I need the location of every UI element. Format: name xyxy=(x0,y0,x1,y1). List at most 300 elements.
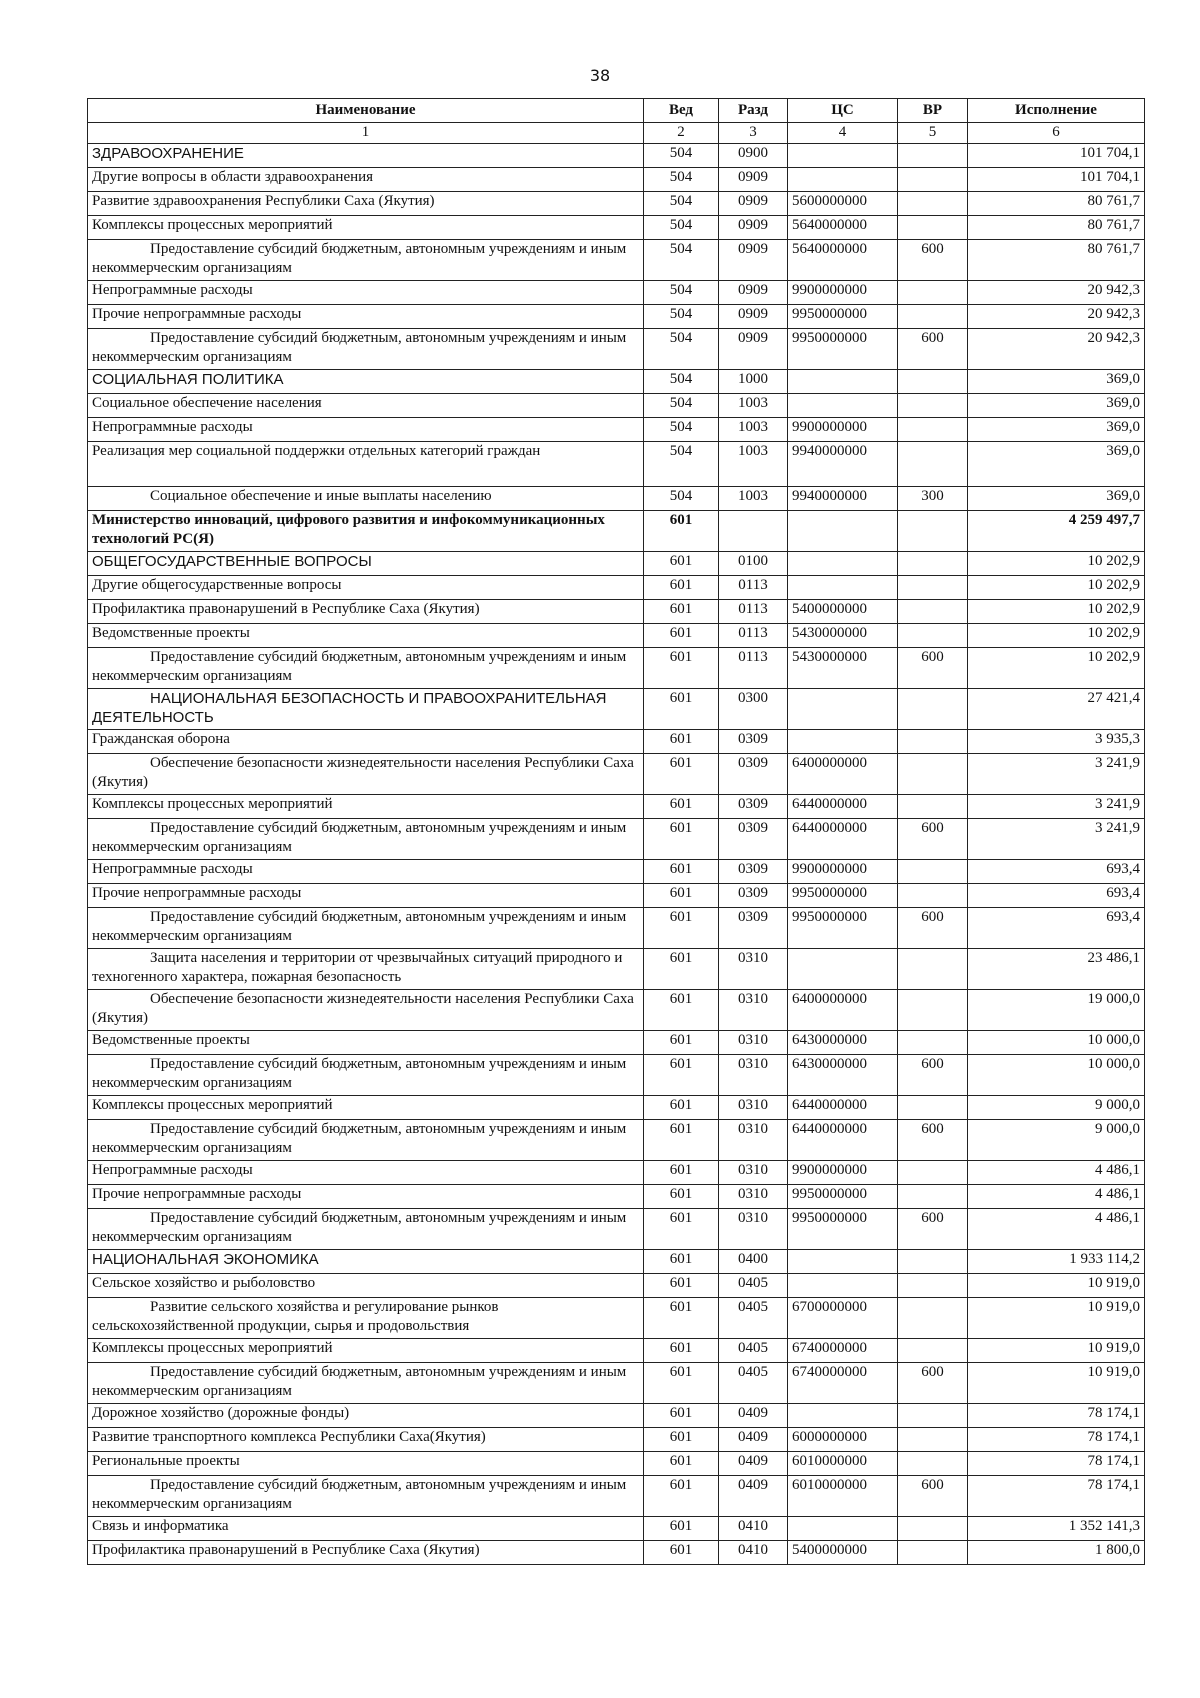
row-vr xyxy=(898,1404,968,1428)
row-razd: 0409 xyxy=(719,1428,788,1452)
row-ved: 601 xyxy=(644,990,719,1031)
table-row xyxy=(88,216,1145,240)
row-name: Предоставление субсидий бюджетным, автономным учреждениям и иным некоммерческим организациям xyxy=(88,1055,644,1096)
row-vr xyxy=(898,281,968,305)
row-vr xyxy=(898,1185,968,1209)
row-amount: 1 352 141,3 xyxy=(968,1517,1145,1541)
row-name: Прочие непрограммные расходы xyxy=(88,884,644,908)
row-ved: 601 xyxy=(644,1298,719,1339)
row-cs: 9950000000 xyxy=(788,329,898,370)
row-vr xyxy=(898,394,968,418)
row-razd: 0310 xyxy=(719,1096,788,1120)
row-ved: 601 xyxy=(644,1428,719,1452)
table-row xyxy=(88,144,1145,168)
row-cs: 5400000000 xyxy=(788,600,898,624)
row-name: Предоставление субсидий бюджетным, автономным учреждениям и иным некоммерческим организациям xyxy=(88,648,644,689)
row-ved: 504 xyxy=(644,329,719,370)
row-vr: 600 xyxy=(898,1209,968,1250)
row-ved: 601 xyxy=(644,576,719,600)
row-amount: 80 761,7 xyxy=(968,216,1145,240)
table-row xyxy=(88,884,1145,908)
row-name: Комплексы процессных мероприятий xyxy=(88,795,644,819)
column-number: 1 xyxy=(88,123,644,144)
row-cs xyxy=(788,144,898,168)
header-cs: ЦС xyxy=(788,99,898,123)
row-name: Дорожное хозяйство (дорожные фонды) xyxy=(88,1404,644,1428)
row-amount: 369,0 xyxy=(968,487,1145,511)
row-cs: 9940000000 xyxy=(788,487,898,511)
page-number: 38 xyxy=(589,66,611,85)
table-body xyxy=(88,144,1145,1565)
row-cs xyxy=(788,1250,898,1274)
row-cs: 5640000000 xyxy=(788,240,898,281)
row-vr: 600 xyxy=(898,819,968,860)
table-row xyxy=(88,1209,1145,1250)
table-row xyxy=(88,1185,1145,1209)
table-row xyxy=(88,576,1145,600)
row-razd: 0310 xyxy=(719,1209,788,1250)
table-row xyxy=(88,240,1145,281)
row-amount: 3 935,3 xyxy=(968,730,1145,754)
row-ved: 504 xyxy=(644,305,719,329)
row-name: Защита населения и территории от чрезвычайных ситуаций природного и техногенного характера, пожарная безопасность xyxy=(88,949,644,990)
table-row xyxy=(88,1250,1145,1274)
row-name: Другие общегосударственные вопросы xyxy=(88,576,644,600)
row-ved: 601 xyxy=(644,1031,719,1055)
row-ved: 601 xyxy=(644,884,719,908)
table-row xyxy=(88,1339,1145,1363)
row-amount: 20 942,3 xyxy=(968,281,1145,305)
row-ved: 601 xyxy=(644,819,719,860)
row-ved: 504 xyxy=(644,394,719,418)
table-row xyxy=(88,1452,1145,1476)
row-razd: 0409 xyxy=(719,1404,788,1428)
row-cs: 6440000000 xyxy=(788,819,898,860)
row-vr: 600 xyxy=(898,240,968,281)
row-razd: 0409 xyxy=(719,1452,788,1476)
row-razd: 0909 xyxy=(719,281,788,305)
row-amount: 10 202,9 xyxy=(968,624,1145,648)
row-name: Связь и информатика xyxy=(88,1517,644,1541)
row-ved: 601 xyxy=(644,648,719,689)
table-row xyxy=(88,1428,1145,1452)
row-vr xyxy=(898,990,968,1031)
row-vr xyxy=(898,418,968,442)
row-amount: 20 942,3 xyxy=(968,305,1145,329)
row-razd: 1003 xyxy=(719,394,788,418)
row-amount: 10 202,9 xyxy=(968,576,1145,600)
table-row xyxy=(88,305,1145,329)
row-amount: 369,0 xyxy=(968,442,1145,487)
row-cs: 9900000000 xyxy=(788,281,898,305)
row-vr: 600 xyxy=(898,648,968,689)
table-row xyxy=(88,168,1145,192)
row-razd: 0309 xyxy=(719,908,788,949)
table-row xyxy=(88,394,1145,418)
row-ved: 601 xyxy=(644,600,719,624)
header-ved: Вед xyxy=(644,99,719,123)
row-cs: 9950000000 xyxy=(788,1209,898,1250)
row-name: ОБЩЕГОСУДАРСТВЕННЫЕ ВОПРОСЫ xyxy=(88,552,644,576)
row-ved: 601 xyxy=(644,795,719,819)
row-cs xyxy=(788,552,898,576)
row-amount: 4 259 497,7 xyxy=(968,511,1145,552)
row-amount: 101 704,1 xyxy=(968,144,1145,168)
row-vr xyxy=(898,1274,968,1298)
table-row xyxy=(88,1031,1145,1055)
row-cs: 9950000000 xyxy=(788,1185,898,1209)
row-razd: 0310 xyxy=(719,949,788,990)
row-ved: 601 xyxy=(644,1274,719,1298)
row-ved: 601 xyxy=(644,1209,719,1250)
row-amount: 4 486,1 xyxy=(968,1209,1145,1250)
table-row xyxy=(88,370,1145,394)
row-ved: 504 xyxy=(644,240,719,281)
row-cs: 5430000000 xyxy=(788,624,898,648)
row-razd xyxy=(719,511,788,552)
row-vr xyxy=(898,511,968,552)
row-ved: 601 xyxy=(644,1363,719,1404)
row-name: Предоставление субсидий бюджетным, автономным учреждениям и иным некоммерческим организациям xyxy=(88,329,644,370)
column-number: 6 xyxy=(968,123,1145,144)
row-amount: 10 919,0 xyxy=(968,1274,1145,1298)
row-name: Непрограммные расходы xyxy=(88,1161,644,1185)
row-amount: 78 174,1 xyxy=(968,1476,1145,1517)
row-name: Реализация мер социальной поддержки отдельных категорий граждан xyxy=(88,442,644,487)
column-numbers-row xyxy=(88,123,1145,144)
row-name: Профилактика правонарушений в Республике Саха (Якутия) xyxy=(88,1541,644,1565)
row-cs xyxy=(788,394,898,418)
row-name: Непрограммные расходы xyxy=(88,281,644,305)
row-cs: 9900000000 xyxy=(788,1161,898,1185)
table-row xyxy=(88,192,1145,216)
row-cs xyxy=(788,576,898,600)
row-cs: 9950000000 xyxy=(788,884,898,908)
row-vr xyxy=(898,1096,968,1120)
row-razd: 0909 xyxy=(719,329,788,370)
row-cs: 6430000000 xyxy=(788,1055,898,1096)
row-amount: 3 241,9 xyxy=(968,819,1145,860)
row-name: Социальное обеспечение и иные выплаты населению xyxy=(88,487,644,511)
row-cs: 5430000000 xyxy=(788,648,898,689)
row-amount: 10 919,0 xyxy=(968,1298,1145,1339)
row-ved: 601 xyxy=(644,1185,719,1209)
row-razd: 0113 xyxy=(719,576,788,600)
row-amount: 80 761,7 xyxy=(968,192,1145,216)
budget-table xyxy=(87,98,1145,1565)
row-amount: 10 202,9 xyxy=(968,600,1145,624)
row-cs: 6400000000 xyxy=(788,754,898,795)
header-name: Наименование xyxy=(88,99,644,123)
header-vr: ВР xyxy=(898,99,968,123)
row-ved: 601 xyxy=(644,1541,719,1565)
row-vr xyxy=(898,600,968,624)
table-row xyxy=(88,1096,1145,1120)
row-cs: 6700000000 xyxy=(788,1298,898,1339)
row-cs: 6010000000 xyxy=(788,1452,898,1476)
table-row xyxy=(88,730,1145,754)
row-cs xyxy=(788,689,898,730)
row-vr: 600 xyxy=(898,1120,968,1161)
row-razd: 0309 xyxy=(719,819,788,860)
row-cs: 6440000000 xyxy=(788,795,898,819)
row-amount: 9 000,0 xyxy=(968,1120,1145,1161)
row-amount: 1 800,0 xyxy=(968,1541,1145,1565)
row-name: Развитие здравоохранения Республики Саха (Якутия) xyxy=(88,192,644,216)
row-ved: 601 xyxy=(644,1404,719,1428)
row-amount: 23 486,1 xyxy=(968,949,1145,990)
row-name: Предоставление субсидий бюджетным, автономным учреждениям и иным некоммерческим организациям xyxy=(88,1120,644,1161)
row-amount: 693,4 xyxy=(968,884,1145,908)
row-razd: 0410 xyxy=(719,1517,788,1541)
row-name: ЗДРАВООХРАНЕНИЕ xyxy=(88,144,644,168)
row-amount: 10 202,9 xyxy=(968,552,1145,576)
row-razd: 0113 xyxy=(719,624,788,648)
row-vr xyxy=(898,216,968,240)
row-ved: 601 xyxy=(644,1096,719,1120)
table-row xyxy=(88,908,1145,949)
row-razd: 0113 xyxy=(719,600,788,624)
row-ved: 504 xyxy=(644,281,719,305)
row-name: Развитие сельского хозяйства и регулирование рынков сельскохозяйственной продукции, сырья и продовольствия xyxy=(88,1298,644,1339)
row-ved: 601 xyxy=(644,754,719,795)
row-vr xyxy=(898,884,968,908)
row-name: Региональные проекты xyxy=(88,1452,644,1476)
row-razd: 0310 xyxy=(719,1161,788,1185)
table-row xyxy=(88,487,1145,511)
row-cs xyxy=(788,1404,898,1428)
row-razd: 0410 xyxy=(719,1541,788,1565)
table-row xyxy=(88,1274,1145,1298)
row-vr xyxy=(898,1452,968,1476)
row-vr xyxy=(898,552,968,576)
row-name: Предоставление субсидий бюджетным, автономным учреждениям и иным некоммерческим организациям xyxy=(88,1363,644,1404)
row-name: Предоставление субсидий бюджетным, автономным учреждениям и иным некоммерческим организациям xyxy=(88,908,644,949)
row-razd: 1003 xyxy=(719,442,788,487)
row-amount: 10 919,0 xyxy=(968,1339,1145,1363)
table-row xyxy=(88,819,1145,860)
row-ved: 504 xyxy=(644,418,719,442)
row-razd: 0900 xyxy=(719,144,788,168)
row-razd: 0909 xyxy=(719,216,788,240)
row-vr xyxy=(898,754,968,795)
table-row xyxy=(88,754,1145,795)
row-vr xyxy=(898,689,968,730)
row-name: Прочие непрограммные расходы xyxy=(88,1185,644,1209)
row-vr: 600 xyxy=(898,908,968,949)
row-razd: 0909 xyxy=(719,305,788,329)
row-name: Предоставление субсидий бюджетным, автономным учреждениям и иным некоммерческим организациям xyxy=(88,1209,644,1250)
row-vr xyxy=(898,860,968,884)
table-row xyxy=(88,1517,1145,1541)
row-razd: 1003 xyxy=(719,487,788,511)
row-amount: 9 000,0 xyxy=(968,1096,1145,1120)
row-name: Сельское хозяйство и рыболовство xyxy=(88,1274,644,1298)
row-ved: 504 xyxy=(644,192,719,216)
row-vr xyxy=(898,192,968,216)
row-cs: 9900000000 xyxy=(788,418,898,442)
table-row xyxy=(88,949,1145,990)
row-ved: 601 xyxy=(644,1250,719,1274)
row-amount: 10 000,0 xyxy=(968,1031,1145,1055)
table-row xyxy=(88,795,1145,819)
table-row xyxy=(88,1120,1145,1161)
row-vr xyxy=(898,168,968,192)
row-name: Непрограммные расходы xyxy=(88,418,644,442)
column-number: 2 xyxy=(644,123,719,144)
row-name: Предоставление субсидий бюджетным, автономным учреждениям и иным некоммерческим организациям xyxy=(88,240,644,281)
row-amount: 369,0 xyxy=(968,394,1145,418)
row-name: НАЦИОНАЛЬНАЯ ЭКОНОМИКА xyxy=(88,1250,644,1274)
table-row xyxy=(88,1161,1145,1185)
row-vr xyxy=(898,1339,968,1363)
row-razd: 0909 xyxy=(719,240,788,281)
row-razd: 0310 xyxy=(719,1120,788,1161)
row-vr xyxy=(898,144,968,168)
row-amount: 4 486,1 xyxy=(968,1185,1145,1209)
table-row xyxy=(88,329,1145,370)
row-vr xyxy=(898,1250,968,1274)
row-name: Обеспечение безопасности жизнедеятельности населения Республики Саха (Якутия) xyxy=(88,754,644,795)
row-name: Предоставление субсидий бюджетным, автономным учреждениям и иным некоммерческим организациям xyxy=(88,819,644,860)
row-vr xyxy=(898,1161,968,1185)
table-row xyxy=(88,1363,1145,1404)
row-name: Непрограммные расходы xyxy=(88,860,644,884)
row-razd: 0310 xyxy=(719,1055,788,1096)
row-razd: 0309 xyxy=(719,754,788,795)
row-razd: 0400 xyxy=(719,1250,788,1274)
row-vr: 600 xyxy=(898,1476,968,1517)
row-amount: 693,4 xyxy=(968,908,1145,949)
row-amount: 10 202,9 xyxy=(968,648,1145,689)
row-vr xyxy=(898,442,968,487)
table-row xyxy=(88,1298,1145,1339)
row-cs: 6440000000 xyxy=(788,1120,898,1161)
row-name: Другие вопросы в области здравоохранения xyxy=(88,168,644,192)
row-ved: 601 xyxy=(644,1120,719,1161)
row-name: НАЦИОНАЛЬНАЯ БЕЗОПАСНОСТЬ И ПРАВООХРАНИТЕЛЬНАЯ ДЕЯТЕЛЬНОСТЬ xyxy=(88,689,644,730)
table-row xyxy=(88,600,1145,624)
row-amount: 1 933 114,2 xyxy=(968,1250,1145,1274)
row-amount: 27 421,4 xyxy=(968,689,1145,730)
row-razd: 0310 xyxy=(719,1185,788,1209)
row-ved: 601 xyxy=(644,1476,719,1517)
row-ved: 601 xyxy=(644,552,719,576)
table-row xyxy=(88,624,1145,648)
row-razd: 0409 xyxy=(719,1476,788,1517)
row-amount: 3 241,9 xyxy=(968,754,1145,795)
table-row xyxy=(88,442,1145,487)
row-razd: 0309 xyxy=(719,795,788,819)
row-ved: 601 xyxy=(644,1517,719,1541)
row-name: Ведомственные проекты xyxy=(88,624,644,648)
row-cs: 6400000000 xyxy=(788,990,898,1031)
row-razd: 0405 xyxy=(719,1274,788,1298)
row-vr xyxy=(898,1428,968,1452)
row-razd: 0405 xyxy=(719,1339,788,1363)
row-name: Гражданская оборона xyxy=(88,730,644,754)
row-amount: 78 174,1 xyxy=(968,1452,1145,1476)
row-vr xyxy=(898,305,968,329)
row-ved: 504 xyxy=(644,370,719,394)
row-razd: 0309 xyxy=(719,884,788,908)
table-row xyxy=(88,511,1145,552)
row-ved: 504 xyxy=(644,487,719,511)
row-cs: 9900000000 xyxy=(788,860,898,884)
column-number: 5 xyxy=(898,123,968,144)
table-row xyxy=(88,648,1145,689)
row-amount: 20 942,3 xyxy=(968,329,1145,370)
header-razd: Разд xyxy=(719,99,788,123)
row-cs xyxy=(788,370,898,394)
row-amount: 10 919,0 xyxy=(968,1363,1145,1404)
row-razd: 1000 xyxy=(719,370,788,394)
row-name: Профилактика правонарушений в Республике Саха (Якутия) xyxy=(88,600,644,624)
table-row xyxy=(88,860,1145,884)
row-amount: 693,4 xyxy=(968,860,1145,884)
column-number: 4 xyxy=(788,123,898,144)
row-amount: 369,0 xyxy=(968,418,1145,442)
row-razd: 0100 xyxy=(719,552,788,576)
row-name: Социальное обеспечение населения xyxy=(88,394,644,418)
row-razd: 0300 xyxy=(719,689,788,730)
row-cs xyxy=(788,730,898,754)
row-amount: 10 000,0 xyxy=(968,1055,1145,1096)
row-ved: 504 xyxy=(644,168,719,192)
row-cs xyxy=(788,168,898,192)
row-ved: 601 xyxy=(644,949,719,990)
row-vr xyxy=(898,795,968,819)
row-ved: 504 xyxy=(644,216,719,240)
row-amount: 78 174,1 xyxy=(968,1404,1145,1428)
row-vr xyxy=(898,1541,968,1565)
table-row xyxy=(88,1476,1145,1517)
row-name: Обеспечение безопасности жизнедеятельности населения Республики Саха (Якутия) xyxy=(88,990,644,1031)
row-vr xyxy=(898,1517,968,1541)
row-cs: 6740000000 xyxy=(788,1339,898,1363)
column-number: 3 xyxy=(719,123,788,144)
row-cs: 9950000000 xyxy=(788,305,898,329)
row-vr xyxy=(898,370,968,394)
header-isp: Исполнение xyxy=(968,99,1145,123)
row-vr: 600 xyxy=(898,1363,968,1404)
table-row xyxy=(88,689,1145,730)
row-cs: 6010000000 xyxy=(788,1476,898,1517)
table-row xyxy=(88,552,1145,576)
row-amount: 78 174,1 xyxy=(968,1428,1145,1452)
row-cs: 5640000000 xyxy=(788,216,898,240)
row-ved: 601 xyxy=(644,689,719,730)
row-cs xyxy=(788,1274,898,1298)
row-razd: 0113 xyxy=(719,648,788,689)
row-amount: 80 761,7 xyxy=(968,240,1145,281)
row-razd: 0310 xyxy=(719,990,788,1031)
row-cs: 6440000000 xyxy=(788,1096,898,1120)
row-ved: 504 xyxy=(644,144,719,168)
row-name: Прочие непрограммные расходы xyxy=(88,305,644,329)
row-vr: 300 xyxy=(898,487,968,511)
row-cs: 5600000000 xyxy=(788,192,898,216)
row-cs: 6430000000 xyxy=(788,1031,898,1055)
row-name: Комплексы процессных мероприятий xyxy=(88,1096,644,1120)
row-razd: 0310 xyxy=(719,1031,788,1055)
table-row xyxy=(88,990,1145,1031)
row-ved: 504 xyxy=(644,442,719,487)
row-cs xyxy=(788,949,898,990)
row-razd: 0309 xyxy=(719,860,788,884)
row-cs: 6740000000 xyxy=(788,1363,898,1404)
row-name: СОЦИАЛЬНАЯ ПОЛИТИКА xyxy=(88,370,644,394)
